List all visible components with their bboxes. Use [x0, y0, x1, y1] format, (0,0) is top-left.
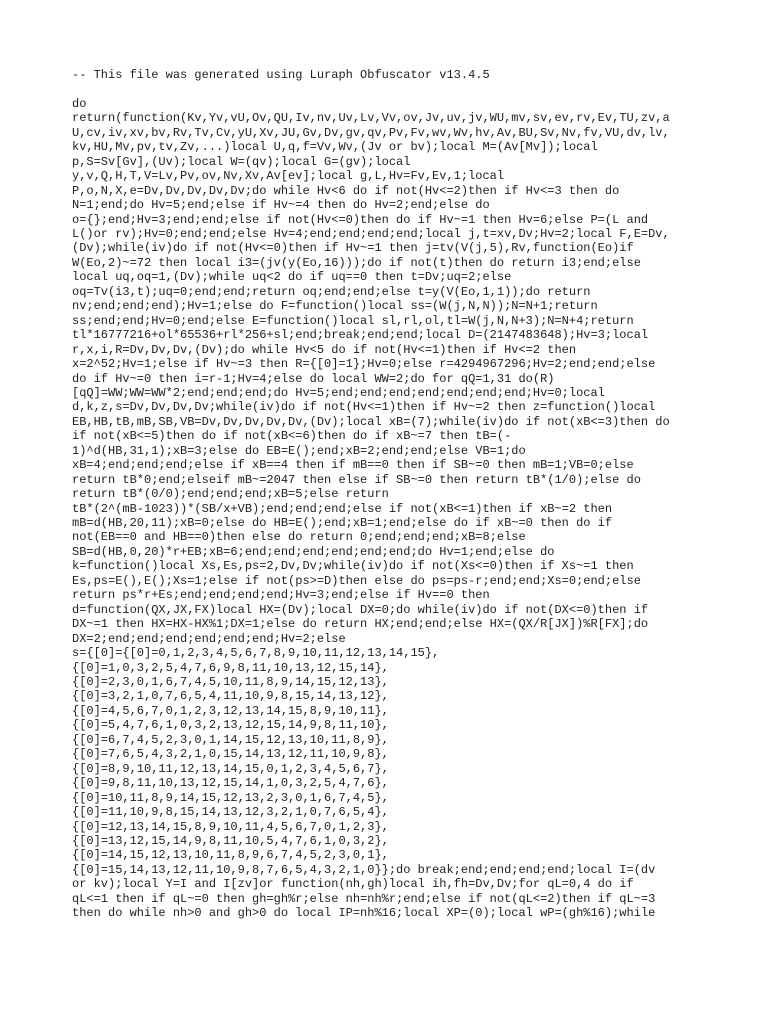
- code-line: then do while nh>0 and gh>0 do local IP=nh%16;local XP=(0);local wP=(gh%16);while: [72, 906, 656, 921]
- code-line: or kv);local Y=I and I[zv]or function(nh,gh)local ih,fh=Dv,Dv;for qL=0,4 do if: [72, 877, 634, 892]
- code-line: {[0]=8,9,10,11,12,13,14,15,0,1,2,3,4,5,6,7},: [72, 761, 389, 776]
- code-line: {[0]=3,2,1,0,7,6,5,4,11,10,9,8,15,14,13,12},: [72, 689, 389, 704]
- code-line: s={[0]={[0]=0,1,2,3,4,5,6,7,8,9,10,11,12,13,14,15},: [72, 646, 440, 661]
- code-line: do: [72, 96, 87, 111]
- code-line: {[0]=4,5,6,7,0,1,2,3,12,13,14,15,8,9,10,11},: [72, 703, 389, 718]
- code-line: ss;end;end;Hv=0;end;else E=function()local sl,rl,ol,tl=W(j,N,N+3);N=N+4;return: [72, 313, 634, 328]
- code-line: x=2^52;Hv=1;else if Hv~=3 then R={[0]=1};Hv=0;else r=4294967296;Hv=2;end;end;else: [72, 357, 656, 372]
- code-line: mB=d(HB,20,11);xB=0;else do HB=E();end;xB=1;end;else do if xB~=0 then do if: [72, 516, 613, 531]
- code-line: {[0]=6,7,4,5,2,3,0,1,14,15,12,13,10,11,8,9},: [72, 732, 389, 747]
- code-line: [qQ]=WW;WW=WW*2;end;end;end;do Hv=5;end;end;end;end;end;end;end;Hv=0;local: [72, 385, 605, 400]
- code-line: {[0]=9,8,11,10,13,12,15,14,1,0,3,2,5,4,7,6},: [72, 776, 389, 791]
- code-line: return tB*0;end;elseif mB~=2047 then else if SB~=0 then return tB*(1/0);else do: [72, 472, 641, 487]
- code-line: xB=4;end;end;end;else if xB==4 then if mB==0 then if SB~=0 then mB=1;VB=0;else: [72, 458, 634, 473]
- code-line: W(Eo,2)~=72 then local i3=(jv(y(Eo,16)));do if not(t)then do return i3;end;else: [72, 255, 641, 270]
- code-line: d,k,z,s=Dv,Dv,Dv,Dv;while(iv)do if not(Hv<=1)then if Hv~=2 then z=function()local: [72, 400, 656, 415]
- document-page: [72, 68, 702, 921]
- code-line: {[0]=2,3,0,1,6,7,4,5,10,11,8,9,14,15,12,13},: [72, 675, 389, 690]
- code-line: {[0]=10,11,8,9,14,15,12,13,2,3,0,1,6,7,4,5},: [72, 790, 389, 805]
- code-line: P,o,N,X,e=Dv,Dv,Dv,Dv,Dv;do while Hv<6 do if not(Hv<=2)then if Hv<=3 then do: [72, 183, 620, 198]
- code-line: do if Hv~=0 then i=r-1;Hv=4;else do local WW=2;do for qQ=1,31 do(R): [72, 371, 555, 386]
- code-line: {[0]=13,12,15,14,9,8,11,10,5,4,7,6,1,0,3,2},: [72, 834, 389, 848]
- code-line: EB,HB,tB,mB,SB,VB=Dv,Dv,Dv,Dv,Dv,(Dv);local xB=(7);while(iv)do if not(xB<=3)then do: [72, 414, 670, 429]
- code-line: tl*16777216+ol*65536+rl*256+sl;end;break;end;end;local D=(2147483648);Hv=3;local: [72, 328, 649, 343]
- code-line: {[0]=11,10,9,8,15,14,13,12,3,2,1,0,7,6,5,4},: [72, 805, 389, 820]
- code-line: N=1;end;do Hv=5;end;else if Hv~=4 then do Hv=2;end;else do: [72, 198, 490, 213]
- code-line: {[0]=12,13,14,15,8,9,10,11,4,5,6,7,0,1,2,3},: [72, 819, 389, 834]
- code-line: qL<=1 then if qL~=0 then gh=gh%r;else nh=nh%r;end;else if not(qL<=2)then if qL~=3: [72, 891, 656, 906]
- code-line: {[0]=1,0,3,2,5,4,7,6,9,8,11,10,13,12,15,14},: [72, 660, 389, 675]
- code-line: y,v,Q,H,T,V=Lv,Pv,ov,Nv,Xv,Av[ev];local g,L,Hv=Fv,Ev,1;local: [72, 169, 505, 184]
- code-line: k=function()local Xs,Es,ps=2,Dv,Dv;while(iv)do if not(Xs<=0)then if Xs~=1 then: [72, 559, 634, 574]
- code-line: return ps*r+Es;end;end;end;end;Hv=3;end;else if Hv==0 then: [72, 588, 490, 603]
- code-line: o={};end;Hv=3;end;end;else if not(Hv<=0)then do if Hv~=1 then Hv=6;else P=(L and: [72, 212, 649, 227]
- code-line: tB*(2^(mB-1023))*(SB/x+VB);end;end;end;else if not(xB<=1)then if xB~=2 then: [72, 501, 613, 516]
- code-line: local uq,oq=1,(Dv);while uq<2 do if uq==0 then t=Dv;uq=2;else: [72, 270, 512, 285]
- code-line: d=function(QX,JX,FX)local HX=(Dv);local DX=0;do while(iv)do if not(DX<=0)then if: [72, 602, 649, 617]
- file-header-comment: -- This file was generated using Luraph Obfuscator v13.4.5: [72, 68, 490, 82]
- code-body: [72, 97, 702, 921]
- code-line: not(EB==0 and HB==0)then else do return 0;end;end;end;xB=8;else: [72, 530, 526, 545]
- code-line: {[0]=7,6,5,4,3,2,1,0,15,14,13,12,11,10,9,8},: [72, 747, 389, 762]
- code-line: 1)^d(HB,31,1);xB=3;else do EB=E();end;xB=2;end;end;else VB=1;do: [72, 443, 526, 458]
- code-line: return tB*(0/0);end;end;end;xB=5;else return: [72, 487, 389, 502]
- code-line: Es,ps=E(),E();Xs=1;else if not(ps>=D)then else do ps=ps-r;end;end;Xs=0;end;else: [72, 573, 641, 588]
- code-line: r,x,i,R=Dv,Dv,Dv,(Dv);do while Hv<5 do if not(Hv<=1)then if Hv<=2 then: [72, 342, 577, 357]
- code-line: p,S=Sv[Gv],(Uv);local W=(qv);local G=(gv);local: [72, 154, 411, 169]
- code-line: oq=Tv(i3,t);uq=0;end;end;return oq;end;end;else t=y(V(Eo,1,1));do return: [72, 284, 591, 299]
- code-line: nv;end;end;end);Hv=1;else do F=function()local ss=(W(j,N,N));N=N+1;return: [72, 299, 598, 314]
- code-line: DX=2;end;end;end;end;end;end;Hv=2;else: [72, 631, 346, 646]
- code-line: {[0]=5,4,7,6,1,0,3,2,13,12,15,14,9,8,11,10},: [72, 718, 389, 733]
- code-line: {[0]=14,15,12,13,10,11,8,9,6,7,4,5,2,3,0,1},: [72, 848, 389, 863]
- code-line: kv,HU,Mv,pv,tv,Zv,...)local U,q,f=Vv,Wv,(Jv or bv);local M=(Av[Mv]);local: [72, 140, 598, 155]
- code-line: (Dv);while(iv)do if not(Hv<=0)then if Hv~=1 then j=tv(V(j,5),Rv,function(Eo)if: [72, 241, 634, 256]
- blank-line: [72, 82, 702, 96]
- code-line: return(function(Kv,Yv,vU,Ov,QU,Iv,nv,Uv,Lv,Vv,ov,Jv,uv,jv,WU,mv,sv,ev,rv,Ev,TU,zv,a: [72, 111, 670, 126]
- code-line: U,cv,iv,xv,bv,Rv,Tv,Cv,yU,Xv,JU,Gv,Dv,gv,qv,Pv,Fv,wv,Wv,hv,Av,BU,Sv,Nv,fv,VU,dv,lv,: [72, 125, 670, 140]
- code-line: DX~=1 then HX=HX-HX%1;DX=1;else do return HX;end;end;else HX=(QX/R[JX])%R[FX];do: [72, 617, 649, 632]
- code-line: SB=d(HB,0,20)*r+EB;xB=6;end;end;end;end;end;end;do Hv=1;end;else do: [72, 544, 555, 559]
- code-line: {[0]=15,14,13,12,11,10,9,8,7,6,5,4,3,2,1,0}};do break;end;end;end;end;local I=(dv: [72, 862, 656, 877]
- code-line: if not(xB<=5)then do if not(xB<=6)then do if xB~=7 then tB=(-: [72, 429, 512, 444]
- code-line: L()or rv);Hv=0;end;end;else Hv=4;end;end;end;end;local j,t=xv,Dv;Hv=2;local F,E=Dv,: [72, 226, 670, 241]
